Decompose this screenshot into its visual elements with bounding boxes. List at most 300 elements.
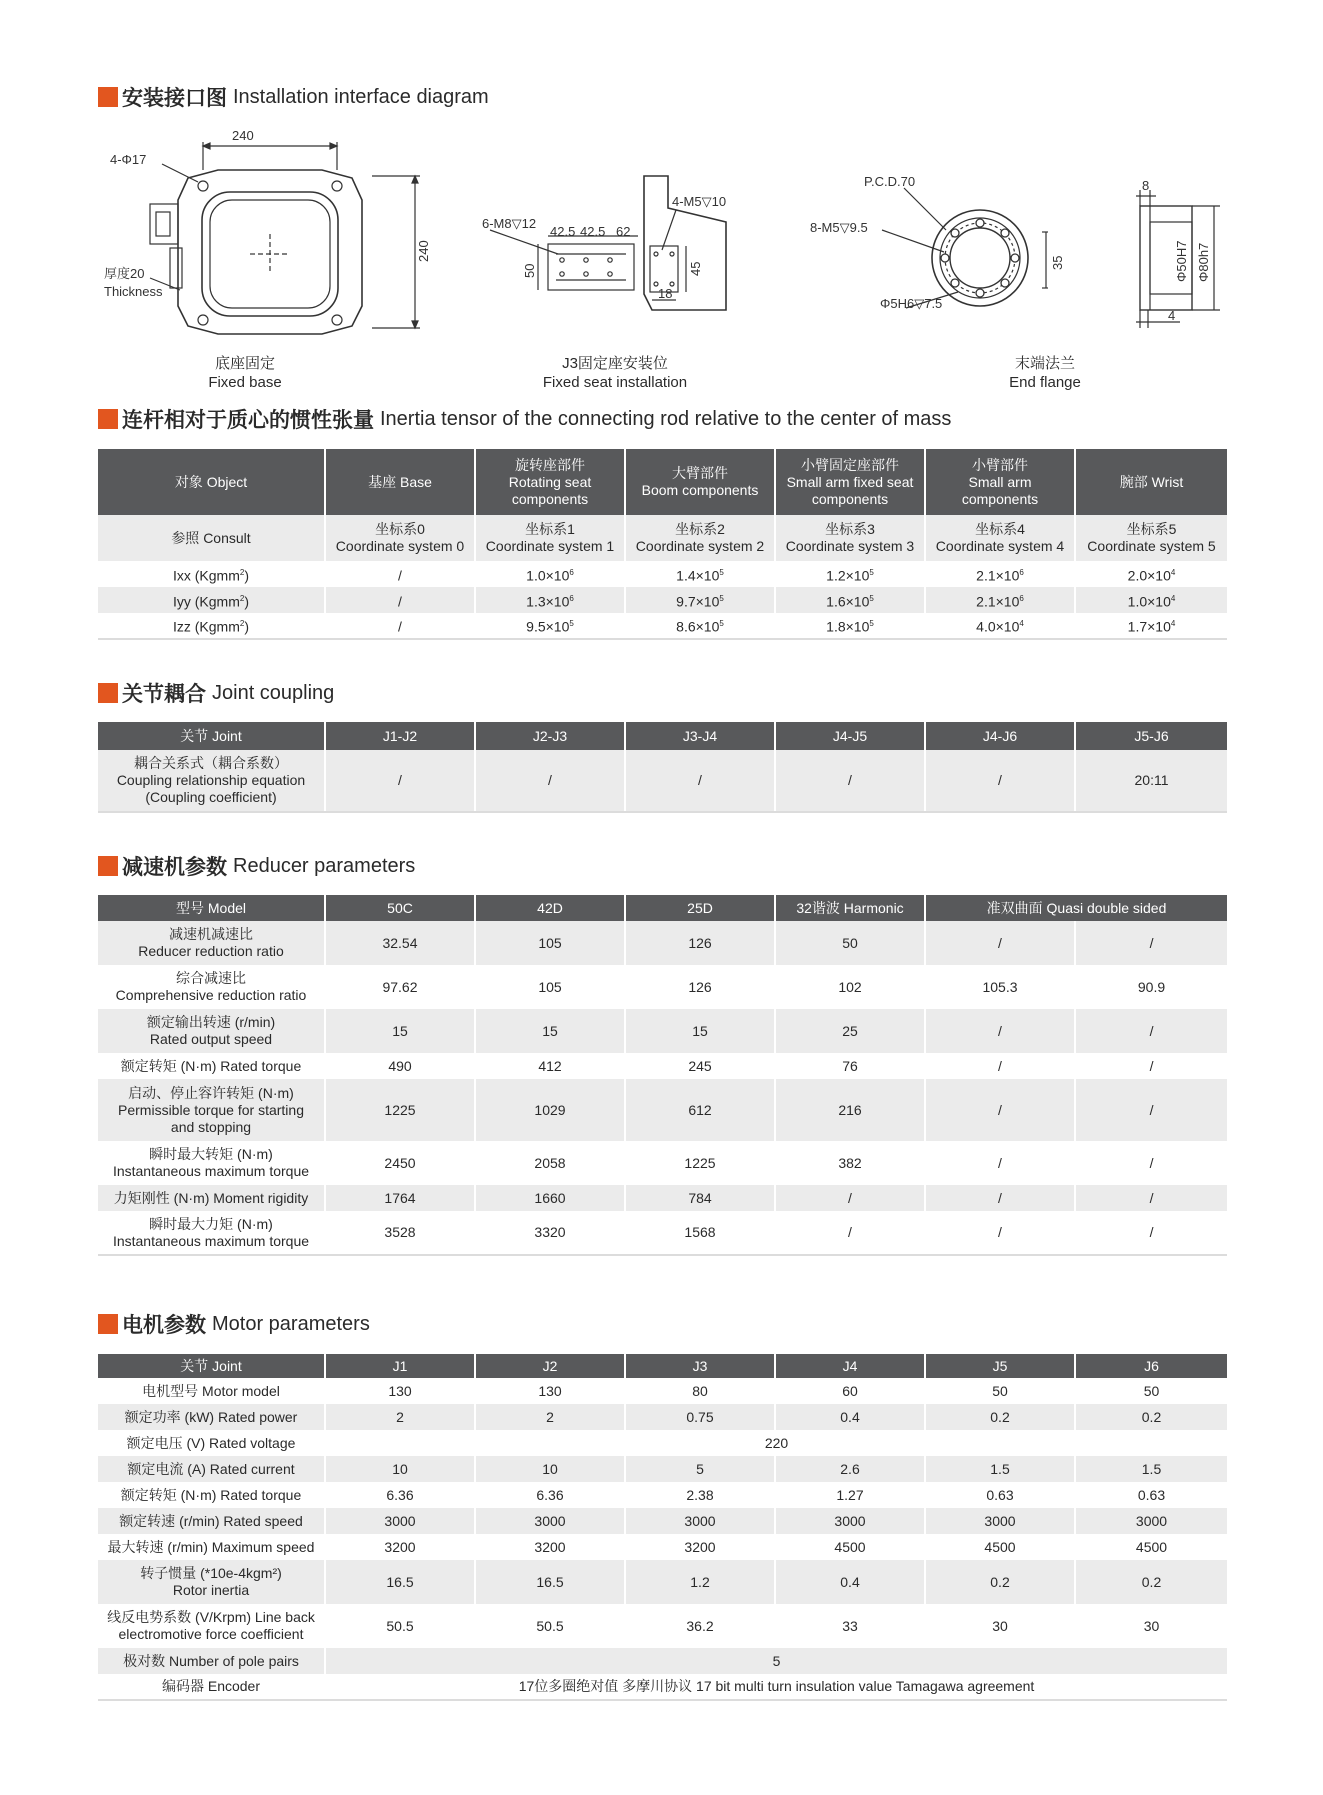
- motor-value-cell: [1075, 1534, 1227, 1560]
- motor-row-label-line: 最大转速 (r/min) Maximum speed: [107, 1538, 315, 1555]
- reducer-value-cell: [1075, 1079, 1227, 1141]
- motor-value-cell: [925, 1456, 1075, 1482]
- reducer-value-cell: [475, 1141, 625, 1185]
- motor-value-cell-line: 2: [546, 1408, 554, 1425]
- motor-value-cell-line: 50: [1143, 1382, 1160, 1399]
- coupling-value-cell: [1075, 750, 1227, 812]
- motor-value-cell: [1075, 1456, 1227, 1482]
- inertia-exponent: 4: [1170, 593, 1176, 603]
- motor-header-cell: [625, 1354, 775, 1378]
- motor-value-cell: [775, 1534, 925, 1560]
- motor-row-label: [98, 1378, 325, 1404]
- inertia-row-label: [98, 613, 325, 639]
- motor-value-cell-line: 3200: [684, 1538, 716, 1555]
- reducer-value-cell-line: 1568: [684, 1224, 716, 1240]
- inertia-value-cell: [475, 561, 625, 587]
- inertia-exponent: 5: [869, 619, 874, 629]
- inertia-exponent: 6: [1019, 593, 1024, 603]
- inertia-label-sup: 2: [239, 593, 245, 603]
- reducer-value-cell-line: 612: [688, 1101, 712, 1118]
- motor-value-cell-line: 0.4: [840, 1573, 860, 1590]
- reducer-value-cell-line: /: [848, 1224, 852, 1240]
- reducer-value-cell: [775, 965, 925, 1009]
- reducer-value-cell-line: 15: [692, 1022, 708, 1039]
- reducer-data-row: [98, 965, 1227, 1009]
- reducer-header-cell: [925, 895, 1227, 921]
- inertia-consult-cell-line: 坐标系2: [675, 521, 725, 537]
- inertia-value-cell: [1075, 587, 1227, 613]
- inertia-header-cell-line: 对象 Object: [174, 473, 248, 490]
- dim-42-5-a: 42.5: [550, 224, 576, 239]
- motor-header-cell: [1075, 1354, 1227, 1378]
- inertia-exponent: 6: [569, 567, 574, 577]
- coupling-header-cell: [1075, 722, 1227, 750]
- inertia-data-row: [98, 587, 1227, 613]
- inertia-value-cell: [775, 561, 925, 587]
- motor-row-label: [98, 1456, 325, 1482]
- inertia-exponent: 4: [1019, 619, 1024, 629]
- reducer-value-cell-line: /: [998, 1022, 1002, 1039]
- motor-value-cell: [325, 1404, 475, 1430]
- inertia-value-cell: [925, 613, 1075, 639]
- coupling-header-cell-line: J3-J4: [682, 727, 718, 744]
- dim-50h7: Φ50H7: [1174, 240, 1189, 282]
- motor-header-cell: [98, 1354, 325, 1378]
- inertia-consult-cell: [325, 515, 475, 561]
- inertia-consult-cell-line: 坐标系5: [1126, 521, 1177, 537]
- motor-row-label-line: 线反电势系数 (V/Krpm) Line back: [107, 1609, 315, 1625]
- motor-data-row: [98, 1648, 1227, 1674]
- motor-value-cell-line: 2.38: [686, 1486, 714, 1503]
- inertia-header-cell-line: Boom components: [641, 482, 759, 498]
- coupling-value-cell-line: /: [698, 772, 702, 788]
- motor-value-cell-line: 6.36: [386, 1486, 414, 1503]
- motor-data-row: [98, 1674, 1227, 1700]
- motor-value-cell-line: 30: [1143, 1617, 1160, 1634]
- motor-value-cell: [775, 1378, 925, 1404]
- reducer-row-label-line: 瞬时最大力矩 (N·m): [149, 1215, 273, 1232]
- reducer-value-cell-line: 105.3: [982, 978, 1018, 995]
- reducer-data-row: [98, 1079, 1227, 1141]
- reducer-value-cell: [475, 921, 625, 965]
- inertia-value: 1.2×10: [826, 567, 870, 584]
- motor-value-cell: [925, 1378, 1075, 1404]
- motor-value-cell-line: 130: [538, 1382, 562, 1399]
- motor-data-row: [98, 1378, 1227, 1404]
- reducer-value-cell-line: /: [998, 1101, 1002, 1118]
- motor-row-label-line: 额定功率 (kW) Rated power: [124, 1408, 298, 1425]
- motor-value-cell-line: 3000: [534, 1512, 566, 1529]
- inertia-value: /: [398, 618, 402, 635]
- inertia-value: 1.6×10: [826, 593, 870, 610]
- motor-data-row: [98, 1482, 1227, 1508]
- inertia-header-cell: [325, 449, 475, 515]
- motor-value-cell: [925, 1404, 1075, 1430]
- reducer-row-label-line: Instantaneous maximum torque: [112, 1163, 310, 1179]
- fixed-base-drawing: [104, 128, 440, 350]
- reducer-value-cell-line: /: [1149, 1101, 1154, 1118]
- reducer-value-cell: [625, 1185, 775, 1211]
- motor-value-cell-line: 4500: [1135, 1538, 1168, 1555]
- inertia-value: 2.0×10: [1127, 567, 1171, 584]
- reducer-value-cell: [775, 1211, 925, 1255]
- reducer-value-cell: [625, 1211, 775, 1255]
- motor-value-cell: [775, 1404, 925, 1430]
- inertia-header-cell-line: Rotating seat: [508, 473, 592, 490]
- inertia-value: 1.4×10: [676, 567, 720, 584]
- motor-header-cell: [775, 1354, 925, 1378]
- motor-value-cell-line: 16.5: [386, 1573, 414, 1590]
- motor-value-cell: [475, 1534, 625, 1560]
- motor-value-cell: [325, 1378, 475, 1404]
- motor-header-row: [98, 1354, 1227, 1378]
- motor-data-row: [98, 1560, 1227, 1604]
- coupling-value-cell: [775, 750, 925, 812]
- inertia-value: 8.6×10: [676, 618, 720, 635]
- motor-value-cell-line: 3000: [384, 1512, 416, 1529]
- motor-value-cell-line: 1.5: [1141, 1460, 1162, 1477]
- inertia-header-cell-line: components: [811, 490, 889, 507]
- reducer-value-cell: [775, 1141, 925, 1185]
- motor-header-cell: [325, 1354, 475, 1378]
- reducer-row-label-line: Reducer reduction ratio: [138, 943, 284, 959]
- inertia-label-text: Iyy (Kgmm: [172, 593, 240, 610]
- inertia-row-label: [98, 561, 325, 587]
- motor-span-cell: [325, 1674, 1227, 1700]
- motor-header-cell-line: J2: [542, 1357, 558, 1374]
- reducer-value-cell-line: 97.62: [382, 978, 418, 995]
- motor-value-cell-line: 36.2: [686, 1617, 714, 1634]
- reducer-value-cell-line: /: [848, 1189, 852, 1206]
- reducer-header-cell: [325, 895, 475, 921]
- inertia-value-cell: [325, 587, 475, 613]
- motor-value-cell: [325, 1508, 475, 1534]
- dim-80h7: Φ80h7: [1196, 242, 1211, 282]
- inertia-label-tail: ): [244, 567, 249, 584]
- reducer-value-cell: [925, 965, 1075, 1009]
- dim-8: 8: [1142, 178, 1150, 193]
- motor-value-cell-line: 0.2: [990, 1573, 1010, 1590]
- reducer-value-cell: [1075, 1185, 1227, 1211]
- motor-table: [98, 1354, 1227, 1701]
- motor-value-cell-line: 1.2: [690, 1573, 710, 1590]
- reducer-row-label: [98, 1053, 325, 1079]
- reducer-row-label-line: 减速机减速比: [169, 926, 253, 942]
- motor-value-cell: [925, 1604, 1075, 1648]
- reducer-value-cell-line: 1225: [384, 1101, 416, 1118]
- motor-row-label: [98, 1534, 325, 1560]
- inertia-exponent: 5: [719, 567, 724, 577]
- coupling-value-cell-line: /: [398, 772, 402, 788]
- coupling-header-cell-line: J1-J2: [382, 727, 418, 744]
- inertia-consult-cell-line: 坐标系4: [975, 521, 1025, 537]
- coupling-value-cell-line: /: [548, 772, 552, 788]
- reducer-value-cell-line: 15: [392, 1022, 408, 1039]
- inertia-value: 1.8×10: [826, 618, 870, 635]
- reducer-data-row: [98, 921, 1227, 965]
- dim-6-m8: 6-M8▽12: [482, 216, 537, 231]
- reducer-value-cell: [325, 1185, 475, 1211]
- inertia-exponent: 6: [1019, 567, 1024, 577]
- reducer-value-cell-line: /: [1149, 934, 1154, 951]
- inertia-value-cell: [775, 613, 925, 639]
- motor-value-cell: [925, 1508, 1075, 1534]
- reducer-value-cell: [325, 1079, 475, 1141]
- inertia-value-cell: [925, 561, 1075, 587]
- coupling-table: [98, 722, 1227, 813]
- inertia-header-cell-line: 旋转座部件: [515, 456, 585, 473]
- dim-holes: 4-Φ17: [110, 152, 147, 167]
- coupling-header-cell: [98, 722, 325, 750]
- motor-header-cell-line: 关节 Joint: [180, 1357, 242, 1374]
- motor-span-cell: [325, 1648, 1227, 1674]
- reducer-value-cell-line: 1029: [534, 1101, 566, 1118]
- coupling-header-cell: [775, 722, 925, 750]
- reducer-value-cell-line: 1225: [684, 1154, 716, 1171]
- inertia-header-cell-line: Small arm: [968, 473, 1032, 490]
- motor-header-cell-line: J4: [842, 1357, 858, 1374]
- dim-8-m5: 8-M5▽9.5: [810, 220, 868, 235]
- reducer-value-cell-line: 412: [538, 1057, 562, 1074]
- motor-span-cell-line: 220: [764, 1434, 789, 1451]
- reducer-value-cell: [1075, 1141, 1227, 1185]
- inertia-data-row: [98, 613, 1227, 639]
- reducer-value-cell-line: 2058: [534, 1154, 566, 1171]
- inertia-value: 1.0×10: [1127, 593, 1171, 610]
- motor-span-cell: [325, 1430, 1227, 1456]
- motor-value-cell-line: 3200: [384, 1538, 416, 1555]
- reducer-header-cell-line: 42D: [537, 899, 563, 916]
- inertia-value: 9.7×10: [676, 593, 720, 610]
- reducer-value-cell: [325, 1053, 475, 1079]
- inertia-consult-cell: [98, 515, 325, 561]
- reducer-value-cell-line: 15: [542, 1022, 558, 1039]
- motor-value-cell-line: 3000: [834, 1512, 866, 1529]
- motor-value-cell: [1075, 1508, 1227, 1534]
- reducer-value-cell-line: 32.54: [382, 934, 418, 951]
- coupling-row-label: [98, 750, 325, 812]
- reducer-row-label-line: Comprehensive reduction ratio: [115, 987, 307, 1003]
- inertia-label-sup: 2: [239, 567, 245, 577]
- inertia-exponent: 5: [569, 619, 574, 629]
- motor-value-cell: [625, 1378, 775, 1404]
- motor-value-cell-line: 4500: [984, 1538, 1016, 1555]
- motor-row-label-line: 额定电流 (A) Rated current: [127, 1460, 295, 1477]
- inertia-header-cell: [475, 449, 625, 515]
- reducer-value-cell: [925, 1211, 1075, 1255]
- inertia-header-cell-line: Small arm fixed seat: [786, 473, 914, 490]
- motor-value-cell: [925, 1560, 1075, 1604]
- inertia-consult-cell: [925, 515, 1075, 561]
- reducer-row-label-line: 瞬时最大转矩 (N·m): [149, 1146, 273, 1162]
- inertia-value-cell: [625, 587, 775, 613]
- motor-value-cell-line: 1.27: [836, 1486, 864, 1503]
- motor-value-cell: [775, 1456, 925, 1482]
- reducer-data-row: [98, 1211, 1227, 1255]
- inertia-value: 9.5×10: [526, 618, 570, 635]
- inertia-value: 1.3×10: [526, 593, 570, 610]
- motor-value-cell-line: 4500: [834, 1538, 866, 1555]
- reducer-data-row: [98, 1053, 1227, 1079]
- motor-value-cell: [1075, 1378, 1227, 1404]
- inertia-consult-cell: [475, 515, 625, 561]
- dim-4: 4: [1168, 308, 1176, 323]
- inertia-label-text: Ixx (Kgmm: [172, 567, 240, 584]
- inertia-value: 4.0×10: [976, 618, 1020, 635]
- reducer-value-cell-line: /: [1149, 1022, 1154, 1039]
- inertia-header-cell: [925, 449, 1075, 515]
- reducer-header-cell: [775, 895, 925, 921]
- inertia-value-cell: [475, 613, 625, 639]
- motor-value-cell-line: 10: [392, 1460, 408, 1477]
- inertia-value-cell: [625, 613, 775, 639]
- inertia-value: 2.1×10: [976, 593, 1020, 610]
- motor-value-cell-line: 16.5: [536, 1573, 564, 1590]
- inertia-header-cell: [625, 449, 775, 515]
- coupling-row-label-line: (Coupling coefficient): [145, 789, 277, 805]
- inertia-exponent: 5: [869, 593, 874, 603]
- dim-45: 45: [688, 261, 703, 276]
- section-title-coupling: 关节耦合 Joint coupling: [98, 680, 334, 706]
- reducer-value-cell-line: 25: [842, 1022, 858, 1039]
- reducer-value-cell-line: 1764: [384, 1189, 416, 1206]
- inertia-header-cell-line: components: [961, 490, 1039, 507]
- coupling-value-cell-line: 20:11: [1134, 772, 1169, 788]
- reducer-value-cell: [775, 921, 925, 965]
- reducer-value-cell-line: 105: [538, 934, 562, 951]
- motor-header-cell-line: J3: [692, 1357, 708, 1374]
- inertia-consult-cell-line: 坐标系0: [375, 521, 425, 537]
- motor-value-cell: [1075, 1604, 1227, 1648]
- reducer-value-cell-line: 216: [838, 1101, 862, 1118]
- inertia-value: 1.0×10: [526, 567, 570, 584]
- inertia-consult-cell-line: Coordinate system 2: [635, 538, 765, 554]
- reducer-value-cell: [625, 1009, 775, 1053]
- motor-row-label: [98, 1430, 325, 1456]
- reducer-value-cell-line: 3320: [534, 1224, 566, 1240]
- reducer-value-cell: [775, 1053, 925, 1079]
- dim-240-side: 240: [416, 240, 431, 262]
- dim-thickness-cn: 厚度20: [104, 266, 145, 281]
- motor-value-cell-line: 30: [992, 1617, 1008, 1634]
- reducer-value-cell: [325, 921, 475, 965]
- reducer-header-row: [98, 895, 1227, 921]
- reducer-value-cell: [625, 1053, 775, 1079]
- motor-value-cell-line: 60: [842, 1382, 858, 1399]
- motor-value-cell-line: 3000: [984, 1512, 1016, 1529]
- reducer-row-label-line: Instantaneous maximum torque: [112, 1232, 310, 1249]
- inertia-value: /: [398, 567, 402, 584]
- reducer-row-label: [98, 921, 325, 965]
- motor-row-label-line: Rotor inertia: [172, 1582, 250, 1598]
- reducer-header-cell: [98, 895, 325, 921]
- inertia-consult-cell-line: Coordinate system 5: [1087, 538, 1216, 554]
- reducer-value-cell: [775, 1009, 925, 1053]
- section-marker: [98, 409, 118, 429]
- inertia-header-cell-line: 小臂固定座部件: [801, 456, 899, 473]
- reducer-value-cell-line: 126: [688, 978, 712, 995]
- inertia-value-cell: [775, 587, 925, 613]
- reducer-row-label-line: Rated output speed: [149, 1031, 273, 1047]
- inertia-value-cell: [1075, 613, 1227, 639]
- reducer-row-label-line: 综合减速比: [176, 970, 246, 986]
- motor-row-label-line: 极对数 Number of pole pairs: [123, 1652, 299, 1669]
- inertia-consult-cell-line: Coordinate system 3: [785, 538, 915, 554]
- motor-value-cell: [325, 1560, 475, 1604]
- inertia-consult-cell-line: 坐标系3: [825, 521, 875, 537]
- motor-row-label-line: electromotive force coefficient: [118, 1626, 304, 1642]
- motor-value-cell: [625, 1482, 775, 1508]
- motor-value-cell: [625, 1404, 775, 1430]
- motor-value-cell-line: 3000: [1135, 1512, 1168, 1529]
- inertia-consult-row: [98, 515, 1227, 561]
- motor-value-cell: [1075, 1404, 1227, 1430]
- coupling-data-row: [98, 750, 1227, 812]
- coupling-header-cell: [925, 722, 1075, 750]
- motor-header-cell-line: J1: [392, 1357, 408, 1374]
- motor-span-cell-line: 5: [772, 1652, 781, 1669]
- inertia-value-cell: [475, 587, 625, 613]
- reducer-value-cell-line: 105: [538, 978, 562, 995]
- section-marker: [98, 683, 118, 703]
- inertia-exponent: 5: [719, 619, 724, 629]
- reducer-value-cell-line: 1660: [534, 1189, 566, 1206]
- motor-data-row: [98, 1404, 1227, 1430]
- motor-value-cell: [1075, 1560, 1227, 1604]
- dim-240-top: 240: [232, 128, 254, 143]
- reducer-row-label-line: Permissible torque for starting: [118, 1101, 304, 1118]
- inertia-value-cell: [1075, 561, 1227, 587]
- dim-62: 62: [616, 224, 631, 239]
- coupling-value-cell: [475, 750, 625, 812]
- reducer-header-cell-line: 型号 Model: [175, 899, 247, 916]
- motor-value-cell-line: 1.5: [990, 1460, 1010, 1477]
- reducer-value-cell-line: 126: [688, 934, 712, 951]
- reducer-value-cell-line: /: [1149, 1189, 1154, 1206]
- reducer-header-cell: [475, 895, 625, 921]
- reducer-value-cell-line: 90.9: [1137, 978, 1166, 995]
- coupling-value-cell: [925, 750, 1075, 812]
- reducer-value-cell: [925, 1141, 1075, 1185]
- inertia-value-cell: [925, 587, 1075, 613]
- caption-j3-seat: J3固定座安装位 Fixed seat installation: [542, 355, 688, 391]
- reducer-value-cell: [625, 965, 775, 1009]
- motor-row-label-line: 额定转速 (r/min) Rated speed: [119, 1512, 303, 1529]
- motor-value-cell: [625, 1604, 775, 1648]
- coupling-value-cell-line: /: [848, 772, 852, 788]
- reducer-value-cell: [625, 1079, 775, 1141]
- motor-value-cell-line: 33: [842, 1617, 858, 1634]
- coupling-header-cell: [325, 722, 475, 750]
- coupling-row-label-line: 耦合关系式（耦合系数）: [134, 755, 288, 771]
- reducer-header-cell-line: 准双曲面 Quasi double sided: [986, 899, 1167, 916]
- reducer-value-cell: [325, 1141, 475, 1185]
- motor-value-cell-line: 3200: [534, 1538, 566, 1555]
- coupling-header-row: [98, 722, 1227, 750]
- motor-data-row: [98, 1508, 1227, 1534]
- motor-row-label-line: 编码器 Encoder: [161, 1678, 261, 1694]
- motor-row-label-line: 额定转矩 (N·m) Rated torque: [120, 1486, 302, 1503]
- reducer-data-row: [98, 1009, 1227, 1053]
- caption-fixed-base: 底座固定 Fixed base: [208, 355, 282, 391]
- motor-value-cell: [925, 1482, 1075, 1508]
- reducer-row-label-line: 额定转矩 (N·m) Rated torque: [120, 1057, 302, 1074]
- section-marker: [98, 1314, 118, 1334]
- motor-value-cell: [475, 1560, 625, 1604]
- reducer-value-cell: [925, 1053, 1075, 1079]
- motor-data-row: [98, 1604, 1227, 1648]
- reducer-value-cell-line: /: [998, 1154, 1002, 1171]
